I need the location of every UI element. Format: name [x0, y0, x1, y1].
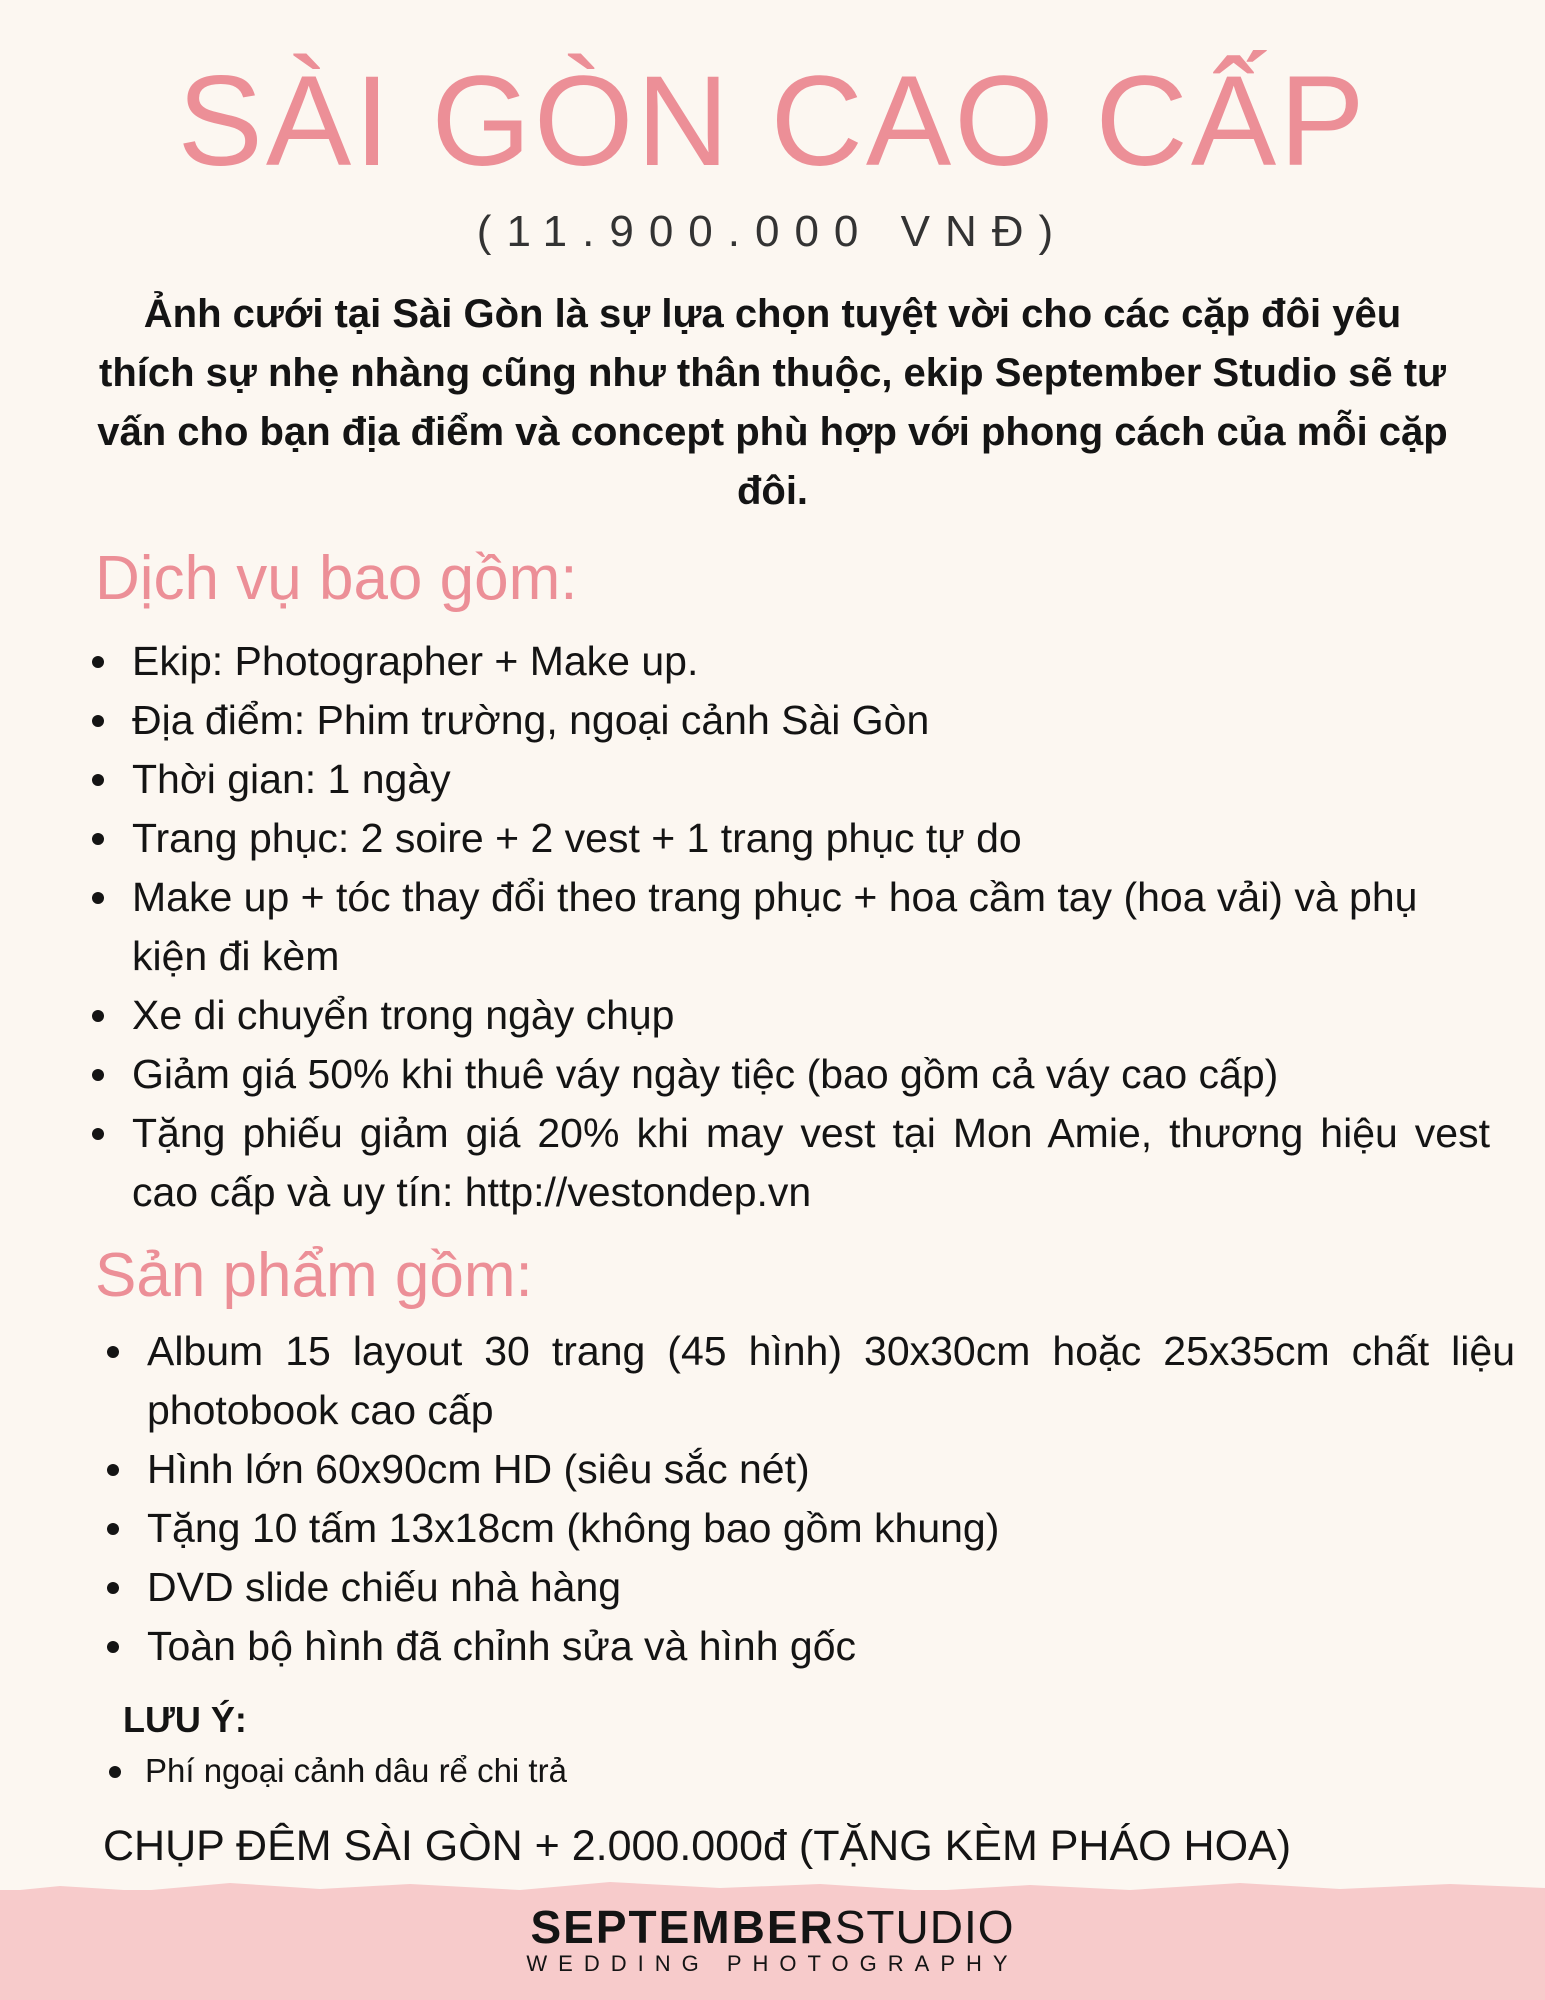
list-item: Trang phục: 2 soire + 2 vest + 1 trang phục tự do [90, 809, 1490, 868]
brand-logo [0, 1902, 1545, 1952]
intro-paragraph: Ảnh cưới tại Sài Gòn là sự lựa chọn tuyệt vời cho các cặp đôi yêu thích sự nhẹ nhàng cũng như thân thuộc, ekip September Studio sẽ tư vấn cho bạn địa điểm và concept phù hợp với phong cách của mỗi cặp đôi. [97, 292, 1448, 513]
list-item: Giảm giá 50% khi thuê váy ngày tiệc (bao gồm cả váy cao cấp) [90, 1045, 1490, 1104]
brand-name-bold: SEPTEMBER [530, 1901, 835, 1953]
list-item: Hình lớn 60x90cm HD (siêu sắc nét) [105, 1440, 1515, 1499]
products-heading: Sản phẩm gồm: [95, 1241, 533, 1310]
brand-name-light: STUDIO [834, 1901, 1015, 1953]
list-item: DVD slide chiếu nhà hàng [105, 1558, 1515, 1617]
list-item: Xe di chuyển trong ngày chụp [90, 986, 1490, 1045]
list-item: Ekip: Photographer + Make up. [90, 632, 1490, 691]
note-title: LƯU Ý: [123, 1699, 247, 1740]
list-item: Thời gian: 1 ngày [90, 750, 1490, 809]
products-list [105, 1322, 1515, 1676]
brand-tagline: WEDDING PHOTOGRAPHY [526, 1951, 1019, 1976]
list-item: Tặng phiếu giảm giá 20% khi may vest tại Mon Amie, thương hiệu vest cao cấp và uy tín: http://vestondep.vn [90, 1104, 1490, 1222]
list-item: Phí ngoại cảnh dâu rể chi trả [107, 1747, 907, 1795]
package-price: (11.900.000 VNĐ) [476, 207, 1069, 256]
services-list [90, 632, 1490, 1222]
services-heading: Dịch vụ bao gồm: [95, 544, 578, 613]
list-item: Album 15 layout 30 trang (45 hình) 30x30cm hoặc 25x35cm chất liệu photobook cao cấp [105, 1322, 1515, 1440]
list-item: Toàn bộ hình đã chỉnh sửa và hình gốc [105, 1617, 1515, 1676]
list-item: Địa điểm: Phim trường, ngoại cảnh Sài Gòn [90, 691, 1490, 750]
notes-list [107, 1747, 907, 1795]
list-item: Make up + tóc thay đổi theo trang phục + hoa cầm tay (hoa vải) và phụ kiện đi kèm [90, 868, 1490, 986]
page-title: SÀI GÒN CAO CẤP [177, 50, 1368, 193]
list-item: Tặng 10 tấm 13x18cm (không bao gồm khung) [105, 1499, 1515, 1558]
night-shoot-offer: CHỤP ĐÊM SÀI GÒN + 2.000.000đ (TẶNG KÈM PHÁO HOA) [103, 1822, 1292, 1870]
